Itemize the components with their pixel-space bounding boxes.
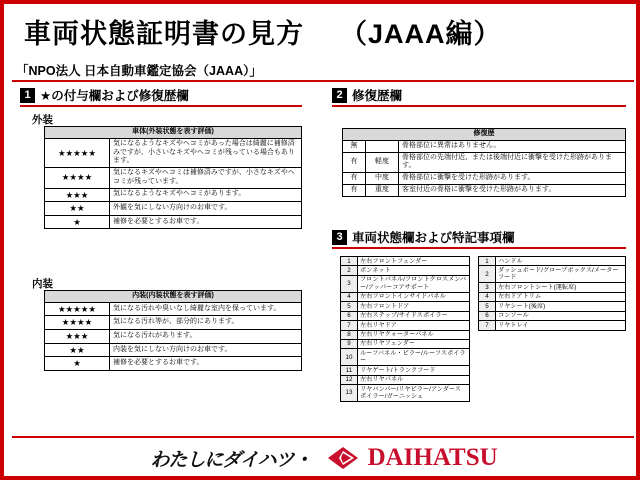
rating-stars: ★★ [45,343,110,357]
rating-desc: 気になる汚れ等が、部分的にあります。 [110,316,302,330]
item-label: 左右ステップ/サイドスポイラー [358,311,470,320]
item-number: 7 [341,321,358,330]
footer-divider [12,436,634,438]
item-number: 8 [341,330,358,339]
exterior-group-label: 外装 [32,114,53,126]
rating-stars: ★ [45,357,110,371]
table-row [343,152,626,173]
page-subtitle: 「NPO法人 日本自動車鑑定協会（JAAA）」 [16,64,262,78]
list-item [341,349,470,366]
item-label: 左右リヤクォーターパネル [358,330,470,339]
list-item [341,302,470,311]
table-row [343,140,626,152]
rating-stars: ★★★★★ [45,302,110,316]
table-row [45,168,302,189]
repair-mark: 無 [343,140,366,152]
rating-stars: ★★★ [45,188,110,202]
item-number: 4 [479,292,496,301]
footer [4,444,640,472]
table-row [45,302,302,316]
repair-level [366,140,399,152]
rating-stars: ★★★ [45,330,110,344]
list-item [341,330,470,339]
item-number: 2 [341,266,358,275]
rating-desc: 外観を気にしない方向けのお車です。 [110,202,302,216]
interior-table [44,290,302,371]
repair-history-header: 修復歴 [343,129,626,141]
rating-desc: 補修を必要とするお車です。 [110,357,302,371]
repair-mark: 有 [343,173,366,185]
item-number: 1 [341,257,358,266]
section-2-title: 修復歴欄 [352,89,403,103]
list-item [341,257,470,266]
list-item [341,385,470,402]
item-number: 11 [341,366,358,375]
rating-desc: 気になるようなキズやヘコミがあります。 [110,188,302,202]
section-1-header [20,86,302,107]
item-number: 13 [341,385,358,402]
rating-stars: ★★★★★ [45,138,110,167]
item-number: 12 [341,375,358,384]
list-item [341,275,470,292]
repair-desc: 客室付近の骨格に衝撃を受けた形跡があります。 [399,184,626,196]
exterior-table-header: 車体(外装状態を表す評価) [45,127,302,139]
table-row [45,316,302,330]
table-row [45,343,302,357]
item-label: リヤバンパー/リヤピラー/アンダースポイラー/ガーニッシュ [358,385,470,402]
page-title [24,12,502,51]
item-number: 5 [479,302,496,311]
repair-level: 重度 [366,184,399,196]
list-item [479,257,626,266]
table-row [45,291,302,303]
item-label: 左右フロントインサイドパネル [358,292,470,301]
item-label: リヤシート(後席) [496,302,626,311]
section-1-number: 1 [20,88,35,103]
repair-level: 軽度 [366,152,399,173]
list-item [341,339,470,348]
item-label: 左右フロントフェンダー [358,257,470,266]
table-row [343,173,626,185]
section-2-number: 2 [332,88,347,103]
list-item [479,321,626,330]
table-row [45,127,302,139]
table-row [343,184,626,196]
list-item [479,311,626,320]
list-item [341,321,470,330]
brand-slogan: わたしにダイハツ・ [150,449,312,471]
item-number: 7 [479,321,496,330]
rating-desc: 気になる汚れや臭いなし綺麗な室内を保っています。 [110,302,302,316]
item-label: ハンドル [496,257,626,266]
section-2-header [332,86,626,107]
list-item [341,266,470,275]
repair-desc: 骨格部位に衝撃を受けた形跡があります。 [399,173,626,185]
repair-desc: 骨格部位の先端付近、または後端付近に衝撃を受けた形跡があります。 [399,152,626,173]
item-label: ルーフパネル・ピラー/ルーフスポイラー [358,349,470,366]
rating-stars: ★★★★ [45,316,110,330]
section-1-title: ★の付与欄および修復歴欄 [40,89,189,103]
item-number: 1 [479,257,496,266]
page-title-sub: （JAAA編） [340,19,502,49]
section-3-number: 3 [332,230,347,245]
rating-stars: ★ [45,215,110,229]
table-row [45,202,302,216]
section-3-title: 車両状態欄および特記事項欄 [352,231,515,245]
item-label: 左右フロントシート(運転席) [496,283,626,292]
repair-mark: 有 [343,152,366,173]
item-number: 3 [341,275,358,292]
table-row [343,129,626,141]
item-label: 左右リヤフェンダー [358,339,470,348]
item-label: リヤトレイ [496,321,626,330]
list-item [479,302,626,311]
interior-group-label: 内装 [32,278,53,290]
exterior-table [44,126,302,229]
table-row [45,357,302,371]
repair-level: 中度 [366,173,399,185]
interior-parts-list [478,256,626,331]
rating-desc: 気になるキズやヘコミは補修済みですが、小さなキズやヘコミが残っています。 [110,168,302,189]
list-item [479,283,626,292]
exterior-parts-list [340,256,470,402]
list-item [341,311,470,320]
brand-wordmark: DAIHATSU [367,444,498,471]
list-item [341,375,470,384]
table-row [45,215,302,229]
item-number: 4 [341,292,358,301]
daihatsu-logo-icon [326,445,360,471]
repair-history-table [342,128,626,197]
item-number: 10 [341,349,358,366]
item-number: 6 [479,311,496,320]
table-row [45,188,302,202]
item-label: コンソール [496,311,626,320]
table-row [45,138,302,167]
table-row [45,330,302,344]
rating-desc: 補修を必要とするお車です。 [110,215,302,229]
item-number: 3 [479,283,496,292]
list-item [479,292,626,301]
interior-table-header: 内装(内装状態を表す評価) [45,291,302,303]
item-number: 5 [341,302,358,311]
list-item [341,366,470,375]
item-label: ボンネット [358,266,470,275]
page-title-main: 車両状態証明書の見方 [24,19,304,49]
item-label: フロントパネル/フロントクロスメンバー/アッパーコアサポート [358,275,470,292]
list-item [341,292,470,301]
item-number: 6 [341,311,358,320]
repair-mark: 有 [343,184,366,196]
item-number: 2 [479,266,496,283]
item-label: 左右フロントドア [358,302,470,311]
section-3-header [332,228,626,249]
rating-desc: 気になる汚れがあります。 [110,330,302,344]
item-label: リヤゲート/トランクフード [358,366,470,375]
list-item [479,266,626,283]
item-label: 左右ドアトリム [496,292,626,301]
rating-stars: ★★ [45,202,110,216]
rating-desc: 内装を気にしない方向けのお車です。 [110,343,302,357]
rating-stars: ★★★★ [45,168,110,189]
item-number: 9 [341,339,358,348]
header-divider [12,80,634,82]
item-label: 左右リヤパネル [358,375,470,384]
item-label: ダッシュボード/グローブボックス/メーターフード [496,266,626,283]
repair-desc: 骨格部位に異常はありません。 [399,140,626,152]
rating-desc: 気になるようなキズやヘコミがあった場合は綺麗に補修済みですが、小さいなキズやヘコミが残っている場合もあります。 [110,138,302,167]
item-label: 左右リヤドア [358,321,470,330]
